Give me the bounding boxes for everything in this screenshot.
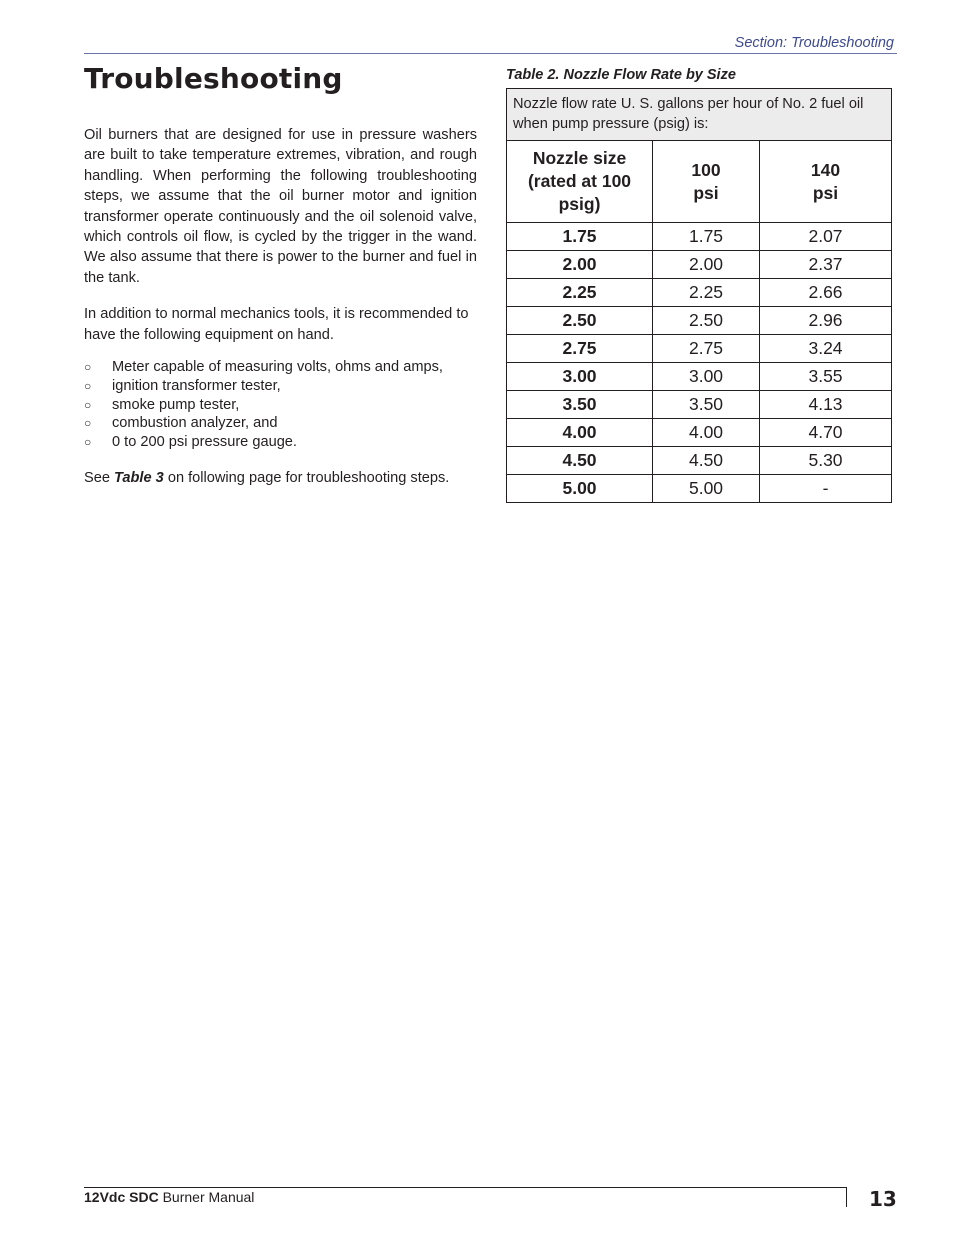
flow-100-cell: 4.00 [653, 419, 760, 447]
table-row [507, 475, 892, 503]
footer-divider [846, 1187, 847, 1207]
table-row [507, 307, 892, 335]
header-140-psi: 140 psi [760, 141, 892, 223]
see-table-reference: See Table 3 on following page for troubleshooting steps. [84, 470, 450, 487]
list-item: ○ ignition transformer tester, [84, 377, 281, 394]
body-text-column [84, 125, 477, 488]
circle-bullet-icon: ○ [84, 435, 92, 450]
flow-100-cell: 1.75 [653, 223, 760, 251]
nozzle-size-cell: 2.00 [507, 251, 653, 279]
header-rule [84, 53, 897, 54]
table-row [507, 363, 892, 391]
flow-140-cell: 4.13 [760, 391, 892, 419]
table-row [507, 223, 892, 251]
nozzle-size-cell: 4.50 [507, 447, 653, 475]
circle-bullet-icon: ○ [84, 378, 92, 393]
flow-100-cell: 3.00 [653, 363, 760, 391]
equipment-intro-paragraph: In addition to normal mechanics tools, it is recommended to have the following equipment on hand. [84, 306, 469, 343]
intro-paragraph: Oil burners that are designed for use in pressure washers are built to take temperature extremes, vibration, and rough handling. When performing the following troubleshooting steps, we assume that the oil burner motor and ignition transformer operate continuously and the oil solenoid valve, which controls oil flow, is cycled by the trigger in the wand. We also assume that there is power to the burner and fuel in the tank. [84, 127, 477, 286]
table-row [507, 335, 892, 363]
flow-100-cell: 2.75 [653, 335, 760, 363]
flow-100-cell: 2.50 [653, 307, 760, 335]
list-item: ○ 0 to 200 psi pressure gauge. [84, 434, 297, 451]
flow-140-cell: 5.30 [760, 447, 892, 475]
table-intro-cell: Nozzle flow rate U. S. gallons per hour of No. 2 fuel oil when pump pressure (psig) is: [507, 89, 892, 141]
flow-100-cell: 3.50 [653, 391, 760, 419]
flow-140-cell: - [760, 475, 892, 503]
table-row [507, 447, 892, 475]
table-reference-link: Table 3 [114, 470, 164, 487]
table-row [507, 279, 892, 307]
flow-140-cell: 2.66 [760, 279, 892, 307]
nozzle-size-cell: 2.75 [507, 335, 653, 363]
nozzle-size-cell: 4.00 [507, 419, 653, 447]
page-title: Troubleshooting [84, 62, 343, 95]
list-item: ○ Meter capable of measuring volts, ohms and amps, [84, 359, 443, 376]
footer-rule [84, 1187, 846, 1188]
nozzle-size-cell: 3.00 [507, 363, 653, 391]
flow-140-cell: 4.70 [760, 419, 892, 447]
flow-140-cell: 2.96 [760, 307, 892, 335]
equipment-list [84, 358, 477, 452]
table-row [507, 391, 892, 419]
circle-bullet-icon: ○ [84, 360, 92, 375]
list-item: ○ combustion analyzer, and [84, 415, 278, 432]
nozzle-size-cell: 2.50 [507, 307, 653, 335]
nozzle-size-cell: 3.50 [507, 391, 653, 419]
flow-140-cell: 3.24 [760, 335, 892, 363]
table-row [507, 251, 892, 279]
flow-140-cell: 2.07 [760, 223, 892, 251]
header-100-psi: 100 psi [653, 141, 760, 223]
list-item: ○ smoke pump tester, [84, 396, 240, 413]
nozzle-size-cell: 1.75 [507, 223, 653, 251]
header-nozzle-size: Nozzle size (rated at 100 psig) [507, 141, 653, 223]
flow-100-cell: 2.00 [653, 251, 760, 279]
flow-100-cell: 2.25 [653, 279, 760, 307]
flow-140-cell: 3.55 [760, 363, 892, 391]
flow-100-cell: 4.50 [653, 447, 760, 475]
nozzle-flow-table [506, 88, 892, 503]
flow-140-cell: 2.37 [760, 251, 892, 279]
circle-bullet-icon: ○ [84, 397, 92, 412]
table-caption: Table 2. Nozzle Flow Rate by Size [506, 67, 736, 83]
table-row [507, 419, 892, 447]
circle-bullet-icon: ○ [84, 416, 92, 431]
running-header-section: Section: Troubleshooting [734, 35, 894, 51]
footer-manual-title: 12Vdc SDC Burner Manual [84, 1189, 255, 1205]
nozzle-size-cell: 5.00 [507, 475, 653, 503]
nozzle-size-cell: 2.25 [507, 279, 653, 307]
flow-100-cell: 5.00 [653, 475, 760, 503]
page-number: 13 [869, 1187, 897, 1211]
